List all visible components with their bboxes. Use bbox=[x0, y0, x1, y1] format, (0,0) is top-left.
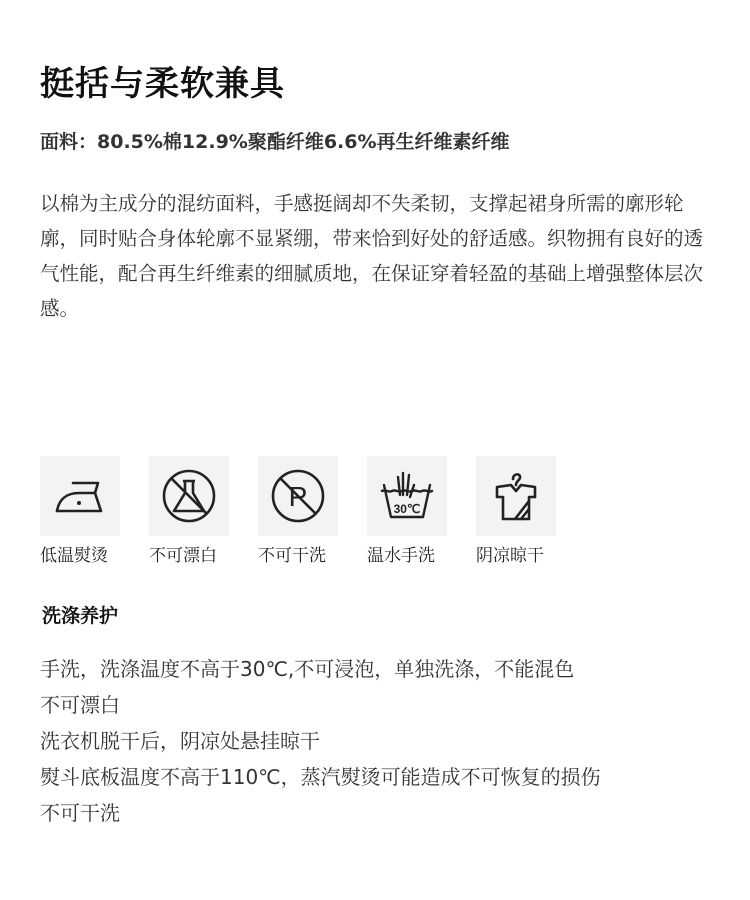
iron-low-temp-icon bbox=[40, 456, 120, 536]
care-instructions-list bbox=[40, 651, 601, 831]
care-instruction: 洗衣机脱干后，阴凉处悬挂晾干 bbox=[40, 729, 320, 753]
fabric-composition: 面料：80.5%棉12.9%聚酯纤维6.6%再生纤维素纤维 bbox=[40, 131, 510, 153]
no-bleach-icon bbox=[149, 456, 229, 536]
care-instruction: 手洗，洗涤温度不高于30℃,不可浸泡，单独洗涤，不能混色 bbox=[40, 657, 575, 681]
care-item-iron bbox=[40, 456, 120, 568]
care-label: 温水手洗 bbox=[367, 546, 435, 566]
fabric-description: 以棉为主成分的混纺面料，手感挺阔却不失柔韧，支撑起裙身所需的廓形轮廓，同时贴合身体轮廓不显紧绷，带来恰到好处的舒适感。织物拥有良好的透气性能，配合再生纤维素的细腻质地，在保证穿着轻盈的基础上增强整体层次感。 bbox=[40, 192, 704, 320]
care-instruction: 熨斗底板温度不高于110℃，蒸汽熨烫可能造成不可恢复的损伤 bbox=[40, 765, 601, 789]
care-instruction: 不可干洗 bbox=[40, 801, 120, 825]
care-item-hand-wash bbox=[367, 456, 447, 568]
care-item-no-dry-clean bbox=[258, 456, 338, 568]
no-dry-clean-icon bbox=[258, 456, 338, 536]
care-label: 低温熨烫 bbox=[40, 546, 108, 566]
hand-wash-icon bbox=[367, 456, 447, 536]
care-instruction: 不可漂白 bbox=[40, 693, 120, 717]
care-label: 不可干洗 bbox=[258, 546, 326, 566]
care-section-title: 洗涤养护 bbox=[42, 605, 119, 627]
care-label: 不可漂白 bbox=[149, 546, 217, 566]
care-item-shade-dry bbox=[476, 456, 556, 568]
page-title: 挺括与柔软兼具 bbox=[40, 64, 285, 104]
dry-clean-glyph: P bbox=[288, 481, 308, 512]
care-item-no-bleach bbox=[149, 456, 229, 568]
hand-wash-temp: 30℃ bbox=[393, 502, 421, 516]
care-label: 阴凉晾干 bbox=[476, 546, 544, 566]
care-icons-row bbox=[40, 456, 556, 568]
shade-dry-hanging-icon bbox=[476, 456, 556, 536]
